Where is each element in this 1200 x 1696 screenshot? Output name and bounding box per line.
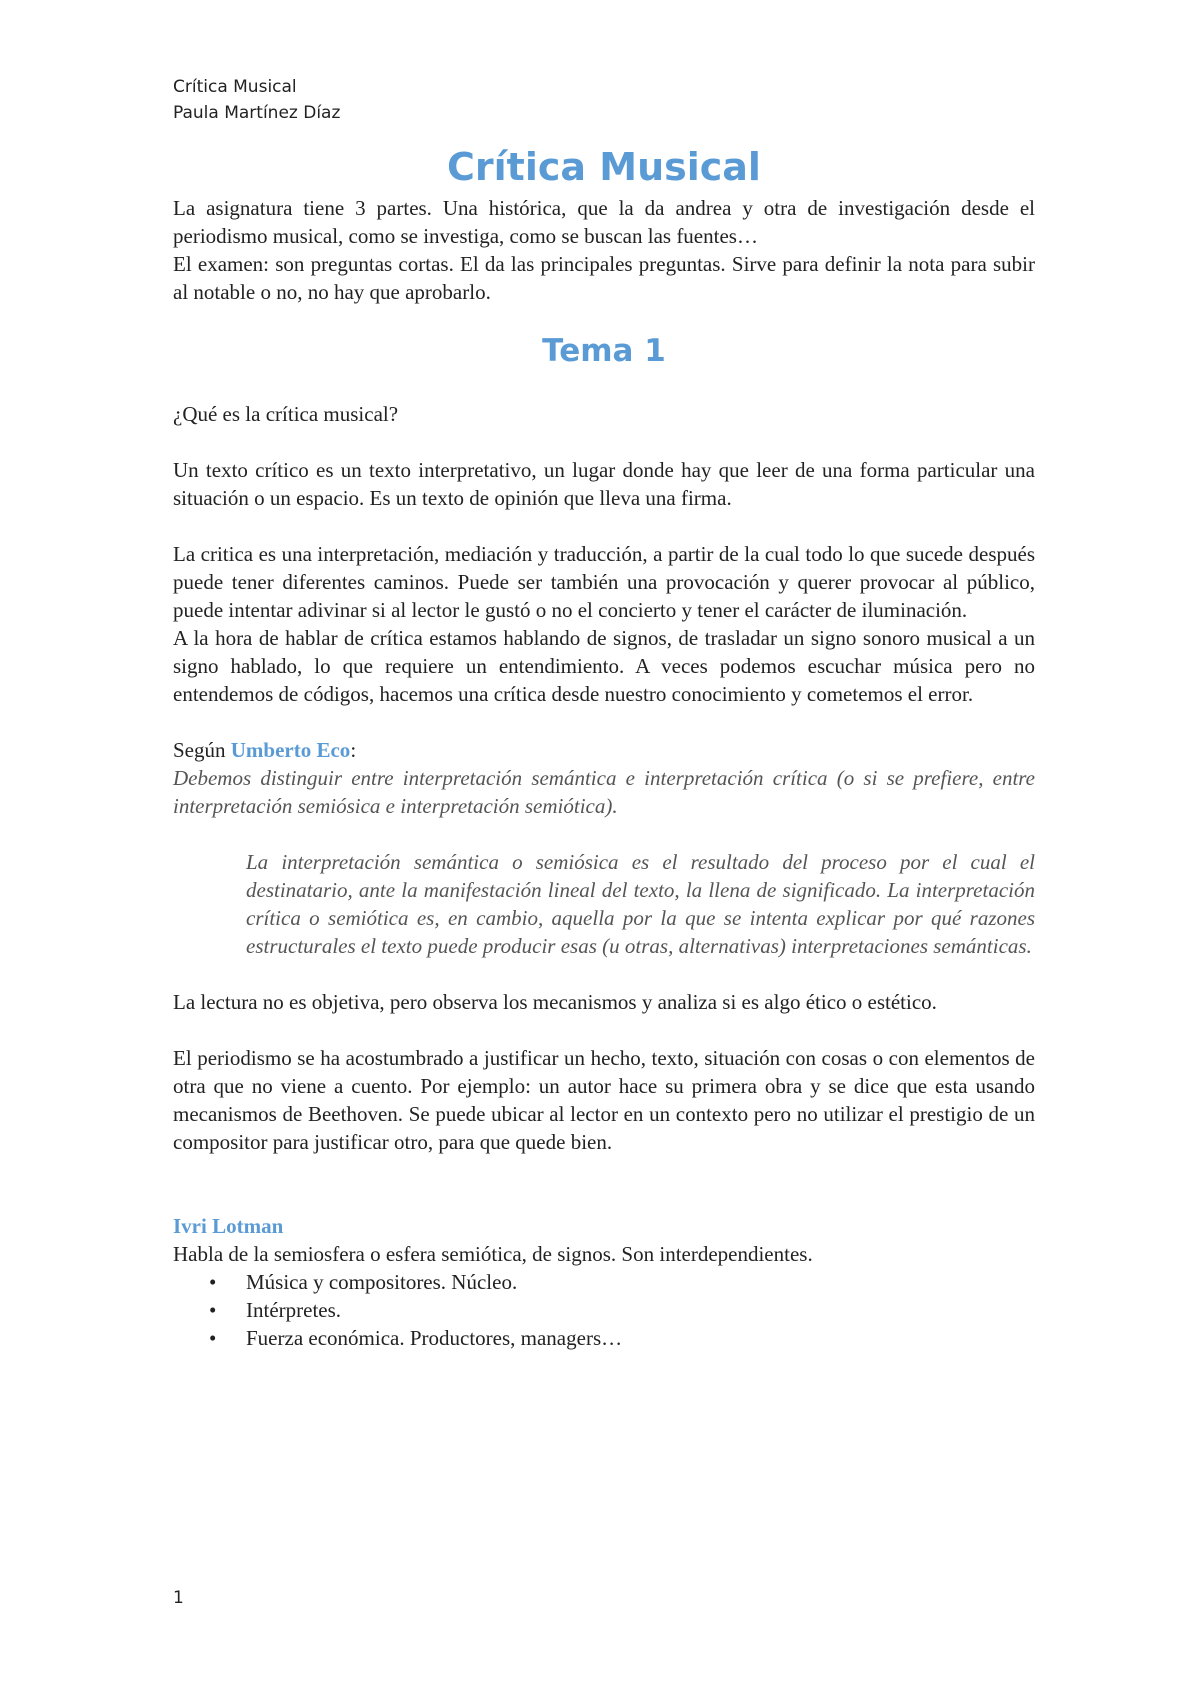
- paragraph-periodismo: El periodismo se ha acostumbrado a justificar un hecho, texto, situación con cosas o con elementos de otra que no viene a cuento. Por ejemplo: un autor hace su primera obra y se dice que esta usando mecanismos de Beethoven. Se puede ubicar al lector en un contexto pero no utilizar el prestigio de un compositor para justificar otro, para que quede bien.: [173, 1046, 1035, 1154]
- eco-prefix: Según: [173, 738, 231, 762]
- eco-suffix: :: [350, 738, 357, 762]
- eco-blockquote: La interpretación semántica o semiósica es el resultado del proceso por el cual el destinatario, ante la manifestación lineal del texto, la llena de significado. La interpretación crítica o semiótica es, en cambio, aquella por la que se intenta explicar por qué razones estructurales el texto puede producir esas (u otras, alternativas) interpretaciones semánticas.: [246, 850, 1035, 958]
- document-body: [173, 142, 1035, 1352]
- paragraph-texto-critico: Un texto crítico es un texto interpretativo, un lugar donde hay que leer de una forma particular una situación o un espacio. Es un texto de opinión que lleva una firma.: [173, 458, 1035, 510]
- lotman-text: Habla de la semiosfera o esfera semiótica, de signos. Son interdependientes.: [173, 1242, 813, 1266]
- paragraph-lectura: La lectura no es objetiva, pero observa los mecanismos y analiza si es algo ético o estético.: [173, 990, 937, 1014]
- bullet-icon: •: [209, 1270, 217, 1294]
- eco-quote-1: Debemos distinguir entre interpretación semántica e interpretación crítica (o si se prefiere, entre interpretación semiósica e interpretación semiótica).: [173, 766, 1035, 818]
- intro-paragraph-1: La asignatura tiene 3 partes. Una histórica, que la da andrea y otra de investigación desde el periodismo musical, como se investiga, como se buscan las fuentes…: [173, 196, 1035, 248]
- document-title: Crítica Musical: [447, 145, 761, 189]
- list-item-text: Fuerza económica. Productores, managers…: [246, 1326, 623, 1350]
- bullet-icon: •: [209, 1298, 217, 1322]
- page-number: 1: [173, 1588, 184, 1608]
- section-title: Tema 1: [542, 333, 666, 369]
- list-item-text: Música y compositores. Núcleo.: [246, 1270, 518, 1294]
- paragraph-signos: A la hora de hablar de crítica estamos hablando de signos, de trasladar un signo sonoro musical a un signo hablado, lo que requiere un entendimiento. A veces podemos escuchar música pero no entendemos de códigos, hacemos una crítica desde nuestro conocimiento y cometemos el error.: [173, 626, 1035, 706]
- header-author: Paula Martínez Díaz: [173, 103, 341, 123]
- intro-paragraph-2: El examen: son preguntas cortas. El da las principales preguntas. Sirve para definir la nota para subir al notable o no, no hay que aprobarlo.: [173, 252, 1035, 304]
- eco-name: Umberto Eco: [230, 738, 351, 762]
- eco-intro: [173, 736, 1035, 764]
- list-item: [209, 1268, 1035, 1296]
- list-item: [209, 1296, 1035, 1324]
- lotman-name: Ivri Lotman: [173, 1214, 284, 1238]
- page-header: [173, 74, 340, 126]
- bullet-icon: •: [209, 1326, 217, 1350]
- list-item-text: Intérpretes.: [246, 1298, 342, 1322]
- header-title: Crítica Musical: [173, 77, 297, 97]
- section-question: ¿Qué es la crítica musical?: [173, 402, 399, 426]
- paragraph-interpretacion: La critica es una interpretación, mediación y traducción, a partir de la cual todo lo que sucede después puede tener diferentes caminos. Puede ser también una provocación y querer provocar al público, puede intentar adivinar si al lector le gustó o no el concierto y tener el carácter de iluminación.: [173, 542, 1035, 622]
- list-item: [209, 1324, 1035, 1352]
- lotman-list: [173, 1268, 1035, 1352]
